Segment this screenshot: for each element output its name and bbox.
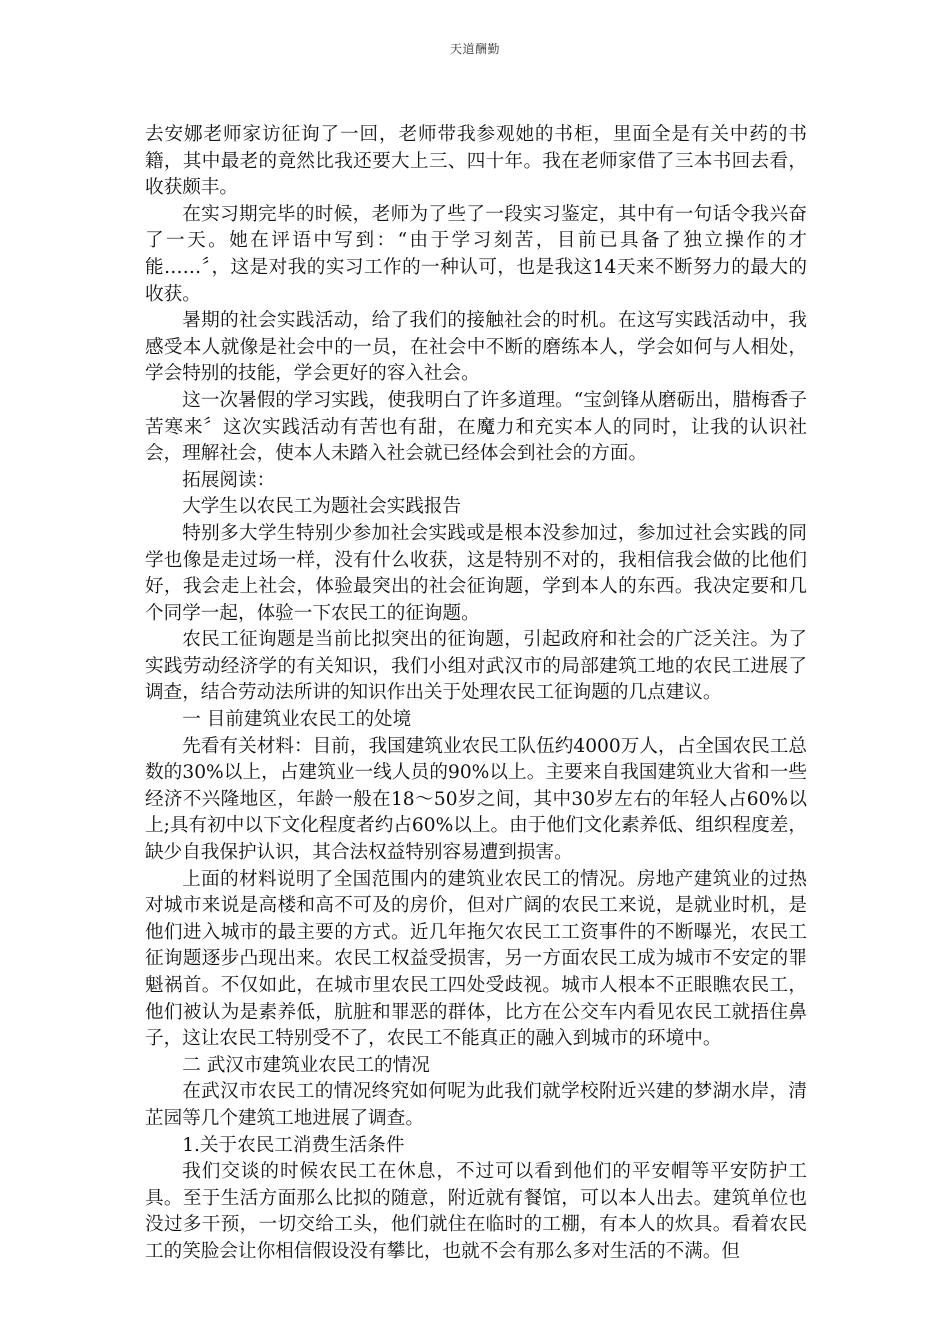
paragraph: 上面的材料说明了全国范围内的建筑业农民工的情况。房地产建筑业的过热对城市来说是高楼和高不可及的房价，但对广阔的农民工来说，是就业时机，是他们进入城市的最主要的方式。近几年拖欠农民工工资事件的不断曝光，农民工征询题逐步凸现出来。农民工权益受损害，另一方面农民工成为城市不安定的罪魁祸首。不仅如此，在城市里农民工四处受歧视。城市人根本不正眼瞧农民工，他们被认为是素养低，肮脏和罪恶的群体，比方在公交车内看见农民工就捂住鼻子，这让农民工特别受不了，农民工不能真正的融入到城市的环境中。 xyxy=(145,868,807,1050)
document-body xyxy=(145,122,807,1266)
paragraph: 先看有关材料：目前，我国建筑业农民工队伍约4000万人，占全国农民工总数的30%以上，占建筑业一线人员的90%以上。主要来自我国建筑业大省和一些经济不兴隆地区，年龄一般在18～50岁之间，其中30岁左右的年轻人占60%以上;具有初中以下文化程度者约占60%以上。由于他们文化素养低、组织程度差，缺少自我保护认识，其合法权益特别容易遭到损害。 xyxy=(145,735,807,864)
section-title: 大学生以农民工为题社会实践报告 xyxy=(182,496,462,518)
paragraph: 去安娜老师家访征询了一回，老师带我参观她的书柜，里面全是有关中药的书籍，其中最老的竟然比我还要大上三、四十年。我在老师家借了三本书回去看，收获颇丰。 xyxy=(145,124,807,199)
paragraph: 农民工征询题是当前比拟突出的征询题，引起政府和社会的广泛关注。为了实践劳动经济学的有关知识，我们小组对武汉市的局部建筑工地的农民工进展了调查，结合劳动法所讲的知识作出关于处理农民工征询题的几点建议。 xyxy=(145,629,807,704)
paragraph: 拓展阅读： xyxy=(182,469,276,491)
paragraph: 这一次暑假的学习实践，使我明白了许多道理。“宝剑锋从磨砺出，腊梅香子苦寒来〞这次实践活动有苦也有甜，在魔力和充实本人的同时，让我的认识社会，理解社会，使本人未踏入社会就已经体会到社会的方面。 xyxy=(145,389,807,465)
paragraph: 我们交谈的时候农民工在休息，不过可以看到他们的平安帽等平安防护工具。至于生活方面那么比拟的随意，附近就有餐馆，可以本人出去。建筑单位也没过多干预，一切交给工头，他们就住在临时的工棚，有本人的炊具。看着农民工的笑脸会让你相信假设没有攀比，也就不会有那么多对生活的不满。但 xyxy=(145,1161,807,1262)
section-heading: 一 目前建筑业农民工的处境 xyxy=(182,709,412,731)
paragraph: 特别多大学生特别少参加社会实践或是根本没参加过，参加过社会实践的同学也像是走过场一样，没有什么收获，这是特别不对的，我相信我会做的比他们好，我会走上社会，体验最突出的社会征询题，学到本人的东西。我决定要和几个同学一起，体验一下农民工的征询题。 xyxy=(145,522,807,624)
paragraph: 在武汉市农民工的情况终究如何呢为此我们就学校附近兴建的梦湖水岸，清芷园等几个建筑工地进展了调查。 xyxy=(145,1081,807,1129)
subsection-heading: 1.关于农民工消费生活条件 xyxy=(182,1134,405,1156)
page-header: 天道酬勤 xyxy=(449,42,500,56)
paragraph: 在实习期完毕的时候，老师为了些了一段实习鉴定，其中有一句话令我兴奋了一天。她在评语中写到：“由于学习刻苦，目前已具备了独立操作的才能……〞，这是对我的实习工作的一种认可，也是我这14天来不断努力的最大的收获。 xyxy=(145,203,807,305)
section-heading: 二 武汉市建筑业农民工的情况 xyxy=(182,1054,430,1076)
paragraph: 暑期的社会实践活动，给了我们的接触社会的时机。在这写实践活动中，我感受本人就像是社会中的一员，在社会中不断的磨练本人，学会如何与人相处，学会特别的技能，学会更好的容入社会。 xyxy=(145,310,807,385)
